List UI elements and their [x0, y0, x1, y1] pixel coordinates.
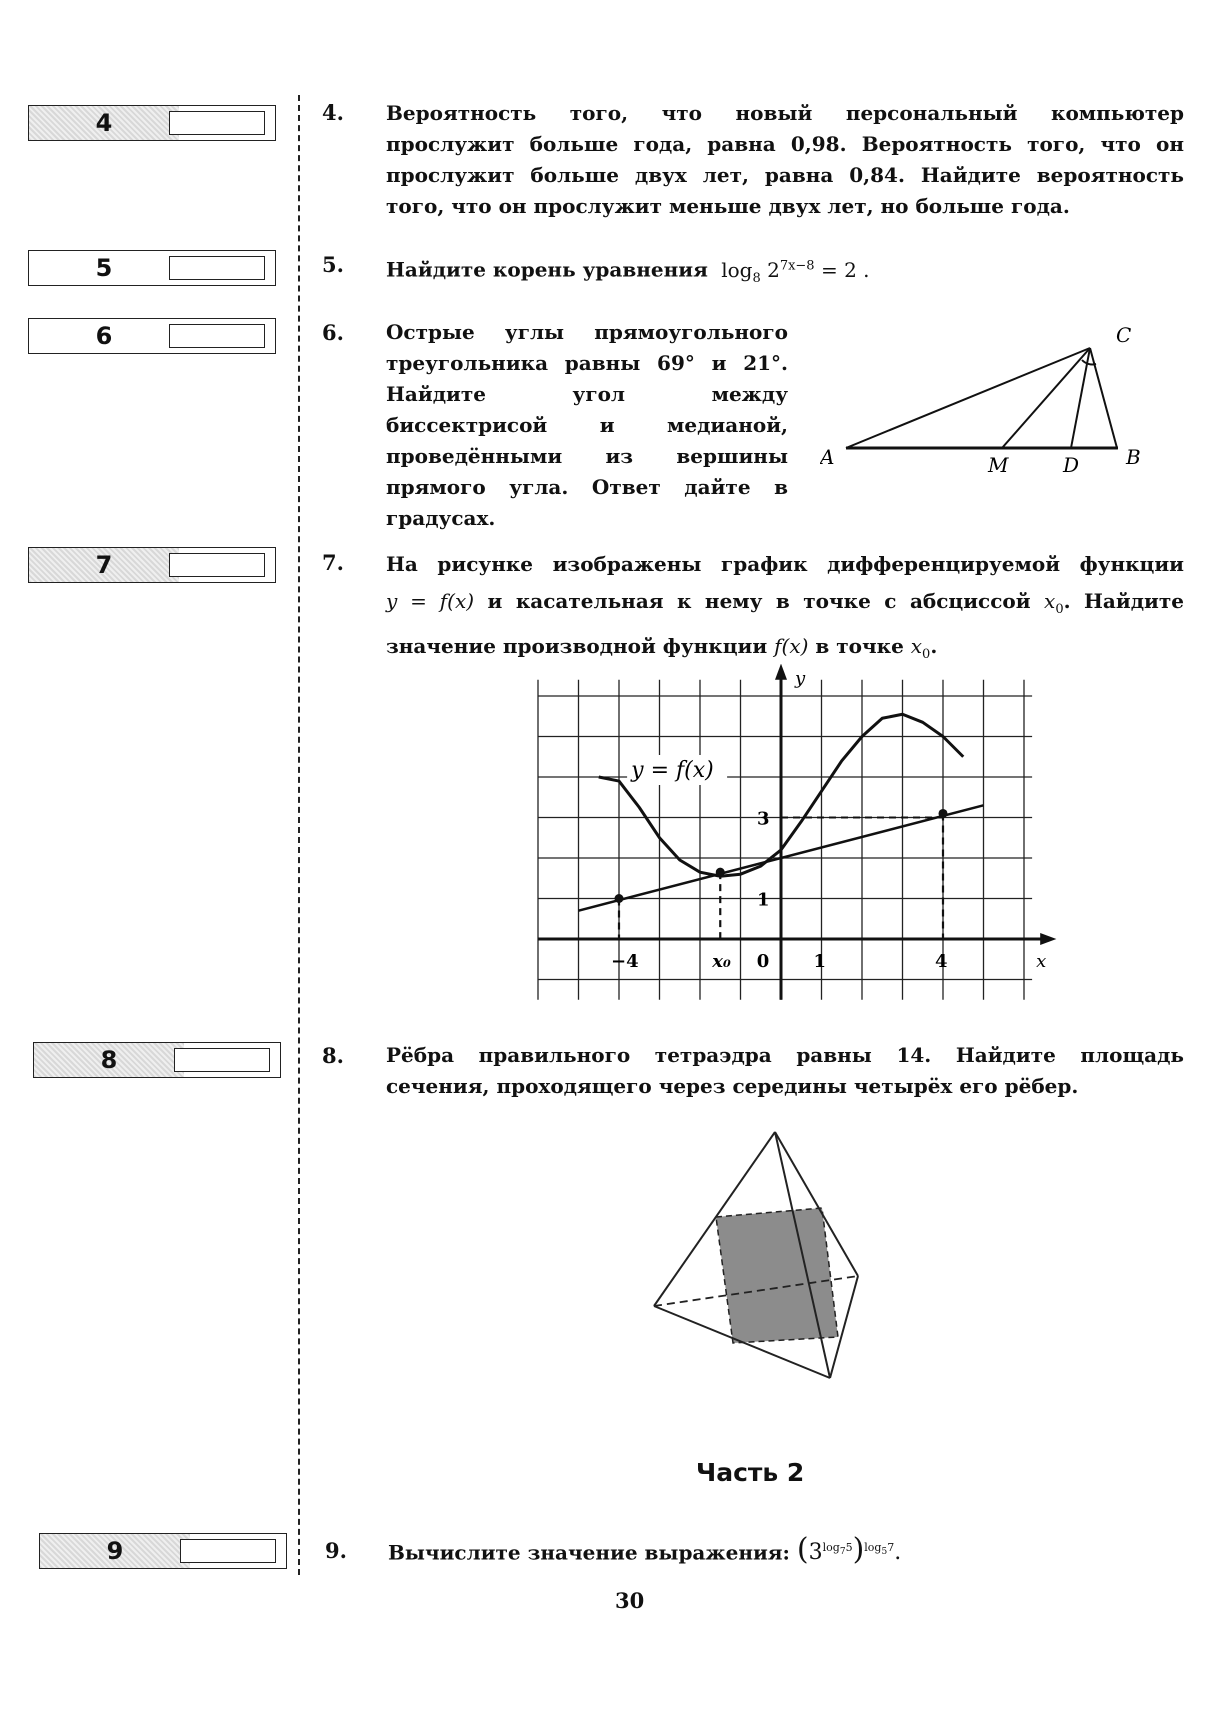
answer-field-4[interactable]: [169, 111, 265, 135]
label-m: M: [988, 453, 1009, 477]
label-c: C: [1116, 323, 1132, 347]
answer-box-6: [28, 318, 276, 354]
median-cm: [1002, 348, 1090, 448]
answer-box-number: 4: [29, 106, 179, 140]
x-tick-label: 1: [813, 951, 827, 972]
answer-box-8: [33, 1042, 281, 1078]
outer-log-base: 5: [881, 1547, 888, 1558]
cross-section: [716, 1208, 838, 1343]
task-4-text: Вероятность того, что новый персональный компьютер прослужит больше года, равна 0,98. Вероятность того, что он прослужит больше двух лет, равна 0,84. Найдите вероятность того, что он прослужит меньше двух лет, но больше года.: [386, 101, 1184, 218]
power-expression: $(3^{log_75})^{log_57}$.: [796, 1532, 902, 1568]
answer-box-number: 5: [95, 254, 113, 282]
task-7-line-3-mid: в точке: [815, 634, 904, 658]
task-5-text: [386, 250, 1184, 294]
answer-field-6[interactable]: [169, 324, 265, 348]
task-7-line-1: [386, 546, 1184, 583]
task-number: 7.: [322, 550, 344, 575]
curve-label: y = f(x): [631, 758, 714, 783]
task-9-prompt: Вычислите значение выражения:: [388, 1540, 790, 1565]
answer-field-8[interactable]: [174, 1048, 270, 1072]
task-number: 5.: [322, 252, 344, 277]
graph-point: [716, 868, 725, 877]
answer-box-9: [39, 1533, 287, 1569]
task-7-line-1-text: На рисунке изображены график дифференцируемой функции: [386, 552, 1184, 576]
inner-log: log: [822, 1541, 840, 1554]
function-graph: [495, 664, 1065, 1004]
y-tick-label: 1: [757, 889, 770, 911]
function-notation: y = f(x): [386, 589, 475, 613]
task-number: 9.: [325, 1538, 347, 1563]
task-7-line-2-text: и касательная к нему в точке с абсциссой: [487, 589, 1031, 613]
task-number: 4.: [322, 100, 344, 125]
expr-base: 3: [808, 1540, 823, 1566]
answer-field-5[interactable]: [169, 256, 265, 280]
answer-field-9[interactable]: [180, 1539, 276, 1563]
log-word: log: [721, 257, 753, 282]
x-tick-label: −4: [611, 951, 639, 972]
inner-log-arg: 5: [845, 1541, 853, 1554]
side-bc: [1090, 348, 1117, 448]
inner-log-base: 7: [839, 1547, 846, 1558]
page-number: 30: [615, 1588, 645, 1613]
answer-box-number: 8: [34, 1043, 184, 1077]
expr-end: .: [894, 1540, 902, 1566]
task-5-prompt: Найдите корень уравнения: [386, 257, 708, 282]
task-8-text: Рёбра правильного тетраэдра равны 14. Найдите площадь сечения, проходящего через середины четырёх его рёбер.: [386, 1043, 1184, 1098]
power-base: 2: [767, 257, 780, 282]
task-7-line-3-end: .: [930, 634, 938, 658]
outer-log: log: [864, 1541, 882, 1554]
task-number: 8.: [322, 1043, 344, 1068]
task-7-line-2-end: . Найдите: [1063, 589, 1184, 613]
label-b: B: [1126, 445, 1141, 469]
x0-variable: x: [910, 634, 923, 658]
x-tick-label: 0: [756, 951, 770, 972]
task-7-line-3-text: значение производной функции: [386, 634, 768, 658]
fx-notation: f(x): [774, 634, 809, 658]
graph-point: [615, 894, 624, 903]
log-equation: [715, 257, 870, 286]
triangle-figure: [820, 322, 1180, 482]
x-axis-arrow: [1040, 933, 1056, 945]
label-d: D: [1063, 453, 1080, 477]
task-number: 6.: [322, 320, 344, 345]
x-tick-label: x₀: [712, 951, 731, 972]
tetrahedron-figure: [640, 1120, 870, 1390]
y-tick-label: 3: [757, 808, 770, 830]
x0-variable: x: [1044, 589, 1056, 613]
answer-box-number: 7: [29, 548, 179, 582]
answer-box-number: 6: [95, 322, 113, 350]
x-tick-label: 4: [935, 951, 948, 972]
power-exponent: 7x−8: [779, 258, 815, 273]
log-base: 8: [752, 270, 761, 286]
task-6-text: Острые углы прямоугольного треугольника равны 69° и 21°. Найдите угол между биссектрисой и медианой, проведёнными из вершины прямого угла. Ответ дайте в градусах.: [386, 320, 788, 530]
answer-field-7[interactable]: [169, 553, 265, 577]
x0-subscript: 0: [1055, 602, 1064, 617]
answer-box-number: 9: [40, 1534, 190, 1568]
part-title: Часть 2: [696, 1458, 805, 1487]
cut-line: [298, 95, 300, 1575]
outer-log-arg: 7: [887, 1541, 895, 1554]
y-axis-arrow: [775, 664, 787, 680]
x0-subscript: 0: [922, 647, 931, 662]
answer-box-4: [28, 105, 276, 141]
task-7-text: [386, 546, 1184, 673]
answer-box-7: [28, 547, 276, 583]
side-ac: [846, 348, 1090, 448]
answer-box-5: [28, 250, 276, 286]
equation-rhs: = 2 .: [820, 257, 870, 282]
task-9-text: [388, 1532, 1088, 1568]
label-a: A: [820, 445, 835, 469]
task-7-line-2: [386, 583, 1184, 628]
y-axis-label: y: [795, 667, 806, 689]
x-axis-label: x: [1036, 951, 1047, 972]
